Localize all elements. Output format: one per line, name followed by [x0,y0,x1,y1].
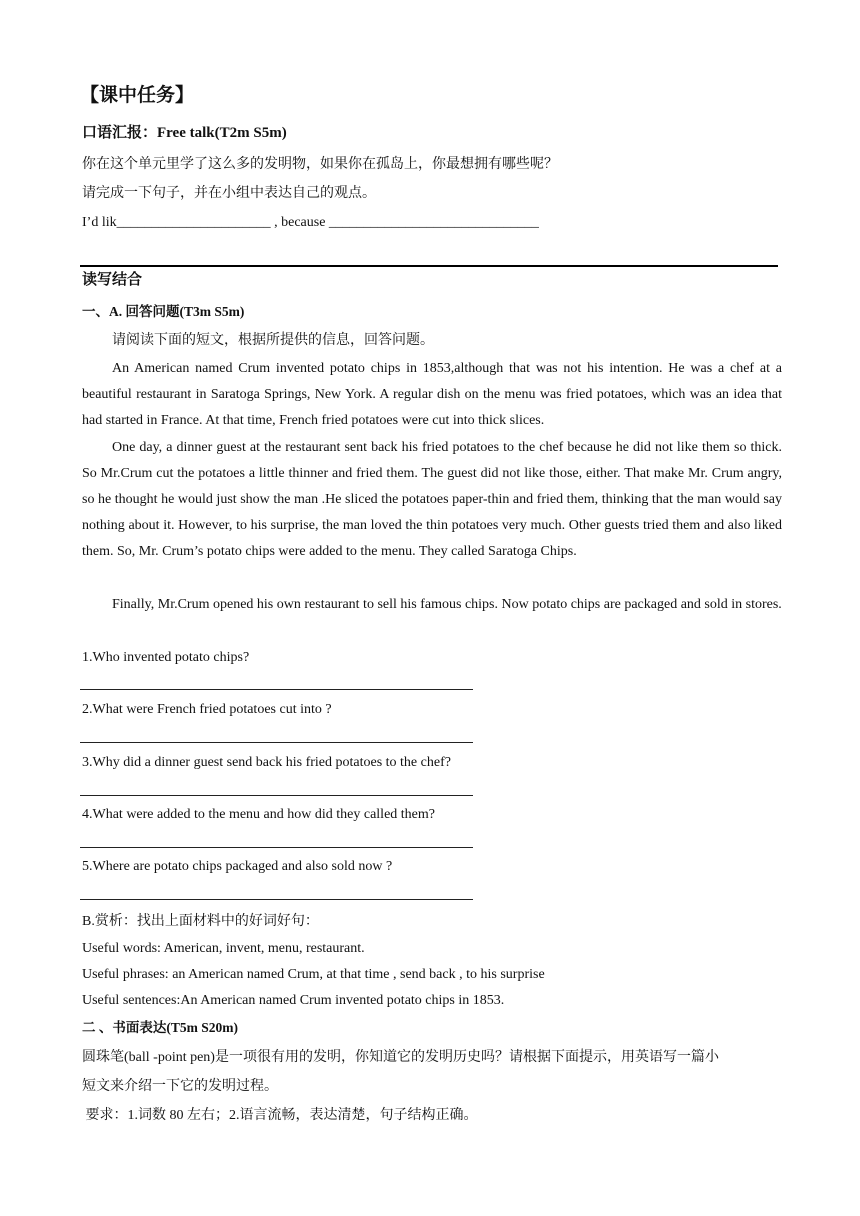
answer-line-1 [80,689,473,690]
useful-phrases: Useful phrases: an American named Crum, at that time , send back , to his surprise [82,967,545,982]
useful-words: Useful words: American, invent, menu, restaurant. [82,941,365,956]
question-2: 2.What were French fried potatoes cut into ? [82,702,332,717]
passage-paragraph-1: An American named Crum invented potato chips in 1853,although that was not his intention. He was a chef at a beautiful restaurant in Saratoga Springs, New York. A regular dish on the menu was fried potatoes, which was an idea that had started in France. At that time, French fried potatoes were cut into thick slices. [82,361,782,428]
question-3: 3.Why did a dinner guest send back his fried potatoes to the chef? [82,755,451,770]
writing-prompt-line-1: 圆珠笔(ball -point pen)是一项很有用的发明，你知道它的发明历史吗？请根据下面提示，用英语写一篇小 [82,1050,719,1065]
writing-task-heading: 二 、书面表达(T5m S20m) [82,1020,238,1035]
useful-sentences: Useful sentences:An American named Crum invented potato chips in 1853. [82,993,505,1008]
answer-line-2 [80,742,473,743]
part-a-instruction: 请阅读下面的短文，根据所提供的信息，回答问题。 [112,333,434,348]
section-title: 【课中任务】 [80,85,195,106]
oral-prompt-line-2: 请完成一下句子，并在小组中表达自己的观点。 [82,186,376,201]
question-1: 1.Who invented potato chips? [82,650,250,665]
sentence-completion-line: I’d lik______________________ , because ______________________________ [82,215,539,230]
writing-prompt-line-2: 短文来介绍一下它的发明过程。 [82,1079,278,1094]
section-divider [80,265,778,267]
part-a-heading: 一、A. 回答问题(T3m S5m) [82,304,245,319]
reading-writing-heading: 读写结合 [82,272,143,288]
answer-line-3 [80,795,473,796]
answer-line-4 [80,847,473,848]
oral-prompt-line-1: 你在这个单元里学了这么多的发明物，如果你在孤岛上，你最想拥有哪些呢？ [82,157,558,172]
oral-report-heading: 口语汇报：Free talk(T2m S5m) [82,125,287,141]
answer-line-5 [80,899,473,900]
writing-requirements: 要求：1.词数 80 左右；2.语言流畅，表达清楚，句子结构正确。 [82,1108,478,1123]
part-b-heading: B.赏析：找出上面材料中的好词好句： [82,914,319,929]
question-5: 5.Where are potato chips packaged and also sold now ? [82,859,393,874]
passage-paragraph-3: Finally, Mr.Crum opened his own restaurant to sell his famous chips. Now potato chips are packaged and sold in stores. [112,597,782,612]
question-4: 4.What were added to the menu and how did they called them? [82,807,435,822]
passage-paragraph-2: One day, a dinner guest at the restaurant sent back his fried potatoes to the chef because he did not like them so thick. So Mr.Crum cut the potatoes a little thinner and fried them. The guest did not like those, either. That make Mr. Crum angry, so he thought he would just show the man .He sliced the potatoes paper-thin and fried them, thinking that the man would say nothing about it. However, to his surprise, the man loved the thin potatoes very much. Other guests tried them and also liked them. So, Mr. Crum’s potato chips were added to the menu. They called Saratoga Chips. [82,440,782,559]
